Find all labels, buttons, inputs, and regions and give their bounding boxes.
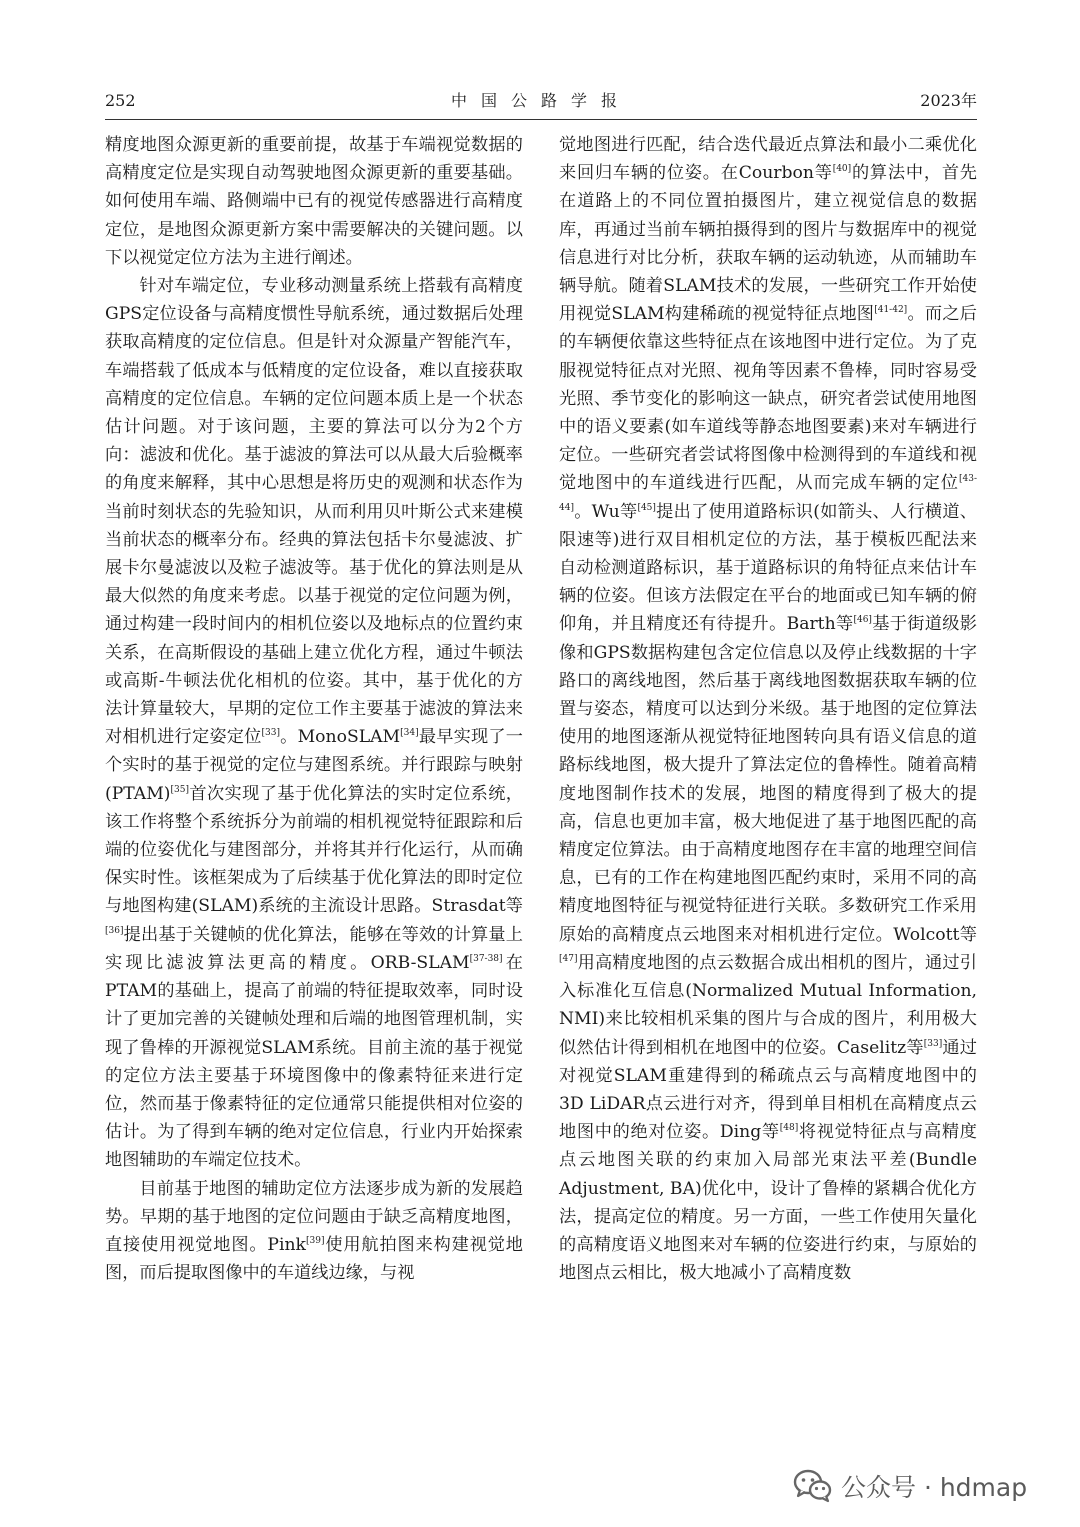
header-rule <box>105 119 977 120</box>
left-column <box>105 131 523 1287</box>
citation[interactable]: [39] <box>305 1235 325 1246</box>
paragraph: 针对车端定位，专业移动测量系统上搭载有高精度GPS定位设备与高精度惯性导航系统，通过数据后处理获取高精度的定位信息。但是针对众源量产智能汽车，车端搭载了低成本与低精度的定位设备，难以直接获取高精度的定位信息。车辆的定位问题本质上是一个状态估计问题。对于该问题，主要的算法可以分为2个方向：滤波和优化。基于滤波的算法可以从最大后验概率的角度来解释，其中心思想是将历史的观测和状态作为当前时刻状态的先验知识，从而利用贝叶斯公式来建模当前状态的概率分布。经典的算法包括卡尔曼滤波、扩展卡尔曼滤波以及粒子滤波等。基于优化的算法则是从最大似然的角度来考虑。以基于视觉的定位问题为例，通过构建一段时间内的相机位姿以及地标点的位置约束关系，在高斯假设的基础上建立优化方程，通过牛顿法或高斯-牛顿法优化相机的位姿。其中，基于优化的方法计算量较大，早期的定位工作主要基于滤波的算法来对相机进行定姿定位[33]。MonoSLAM[34]最早实现了一个实时的基于视觉的定位与建图系统。并行跟踪与映射(PTAM)[35]首次实现了基于优化算法的实时定位系统，该工作将整个系统拆分为前端的相机视觉特征跟踪和后端的位姿优化与建图部分，并将其并行化运行，从而确保实时性。该框架成为了后续基于优化算法的即时定位与地图构建(SLAM)系统的主流设计思路。Strasdat等[36]提出基于关键帧的优化算法，能够在等效的计算量上实现比滤波算法更高的精度。ORB-SLAM[37-38]在PTAM的基础上，提高了前端的特征提取效率，同时设计了更加完善的关键帧处理和后端的地图管理机制，实现了鲁棒的开源视觉SLAM系统。目前主流的基于视觉的定位方法主要基于环境图像中的像素特征来进行定位，然而基于像素特征的定位通常只能提供相对位姿的估计。为了得到车辆的绝对定位信息，行业内开始探索地图辅助的车端定位技术。 <box>105 276 523 1171</box>
citation[interactable]: [43-44] <box>559 474 977 513</box>
watermark <box>793 1464 1027 1508</box>
running-header <box>105 88 977 114</box>
citation[interactable]: [37-38] <box>469 953 503 964</box>
citation[interactable]: [47] <box>559 953 578 964</box>
watermark-text: 公众号 · hdmap <box>841 1473 1028 1502</box>
paragraph: 目前基于地图的辅助定位方法逐步成为新的发展趋势。早期的基于地图的定位问题由于缺乏高精度地图，直接使用视觉地图。Pink[39]使用航拍图来构建视觉地图，而后提取图像中的车道线边缘，与视 <box>105 1178 523 1284</box>
citation[interactable]: [40] <box>832 164 852 175</box>
journal-title: 中国公路学报 <box>450 91 631 110</box>
wechat-icon <box>793 1469 833 1503</box>
right-column <box>559 131 977 1287</box>
citation[interactable]: [45] <box>637 502 656 513</box>
paragraph: 觉地图进行匹配，结合迭代最近点算法和最小二乘优化来回归车辆的位姿。在Courbon等[40]的算法中，首先在道路上的不同位置拍摄图片，建立视觉信息的数据库，再通过当前车辆拍摄得到的图片与数据库中的视觉信息进行对比分析，获取车辆的运动轨迹，从而辅助车辆导航。随着SLAM技术的发展，一些研究工作开始使用视觉SLAM构建稀疏的视觉特征点地图[41-42]。而之后的车辆便依靠这些特征点在该地图中进行定位。为了克服视觉特征点对光照、视角等因素不鲁棒，同时容易受光照、季节变化的影响这一缺点，研究者尝试使用地图中的语义要素(如车道线等静态地图要素)来对车辆进行定位。一些研究者尝试将图像中检测得到的车道线和视觉地图中的车道线进行匹配，从而完成车辆的定位[43-44]。Wu等[45]提出了使用道路标识(如箭头、人行横道、限速等)进行双目相机定位的方法，基于模板匹配法来自动检测道路标识，基于道路标识的角特征点来估计车辆的位姿。但该方法假定在平台的地面或已知车辆的俯仰角，并且精度还有待提升。Barth等[46]基于街道级影像和GPS数据构建包含定位信息以及停止线数据的十字路口的离线地图，然后基于离线地图数据获取车辆的位置与姿态，精度可以达到分米级。基于地图的定位算法使用的地图逐渐从视觉特征地图转向具有语义信息的道路标线地图，极大提升了算法定位的鲁棒性。随着高精度地图制作技术的发展，地图的精度得到了极大的提高，信息也更加丰富，极大地促进了基于地图匹配的高精度定位算法。由于高精度地图存在丰富的地理空间信息，已有的工作在构建地图匹配约束时，采用不同的高精度地图特征与视觉特征进行关联。多数研究工作采用原始的高精度点云地图来对相机进行定位。Wolcott等[47]用高精度地图的点云数据合成出相机的图片，通过引入标准化互信息(Normalized Mutual Information, NMI)来比较相机采集的图片与合成的图片，利用极大似然估计得到相机在地图中的位姿。Caselitz等[33]通过对视觉SLAM重建得到的稀疏点云与高精度地图中的3D LiDAR点云进行对齐，得到单目相机在高精度点云地图中的绝对位姿。Ding等[48]将视觉特征点与高精度点云地图关联的约束加入局部光束法平差(Bundle Adjustment, BA)优化中，设计了鲁棒的紧耦合优化方法，提高定位的精度。另一方面，一些工作使用矢量化的高精度语义地图来对车辆的位姿进行约束，与原始的地图点云相比，极大地减小了高精度数 <box>559 135 977 1284</box>
paragraph: 精度地图众源更新的重要前提，故基于车端视觉数据的高精度定位是实现自动驾驶地图众源更新的重要基础。如何使用车端、路侧端中已有的视觉传感器进行高精度定位，是地图众源更新方案中需要解决的关键问题。以下以视觉定位方法为主进行阐述。 <box>105 135 523 268</box>
citation[interactable]: [33] <box>261 728 280 739</box>
page-number: 252 <box>105 91 136 110</box>
citation[interactable]: [41-42] <box>874 305 908 316</box>
citation[interactable]: [36] <box>105 925 124 936</box>
citation[interactable]: [46] <box>853 615 872 626</box>
publication-year: 2023年 <box>920 91 977 110</box>
citation[interactable]: [35] <box>170 784 189 795</box>
citation[interactable]: [33] <box>923 1038 943 1049</box>
citation[interactable]: [34] <box>400 728 419 739</box>
citation[interactable]: [48] <box>779 1123 799 1134</box>
